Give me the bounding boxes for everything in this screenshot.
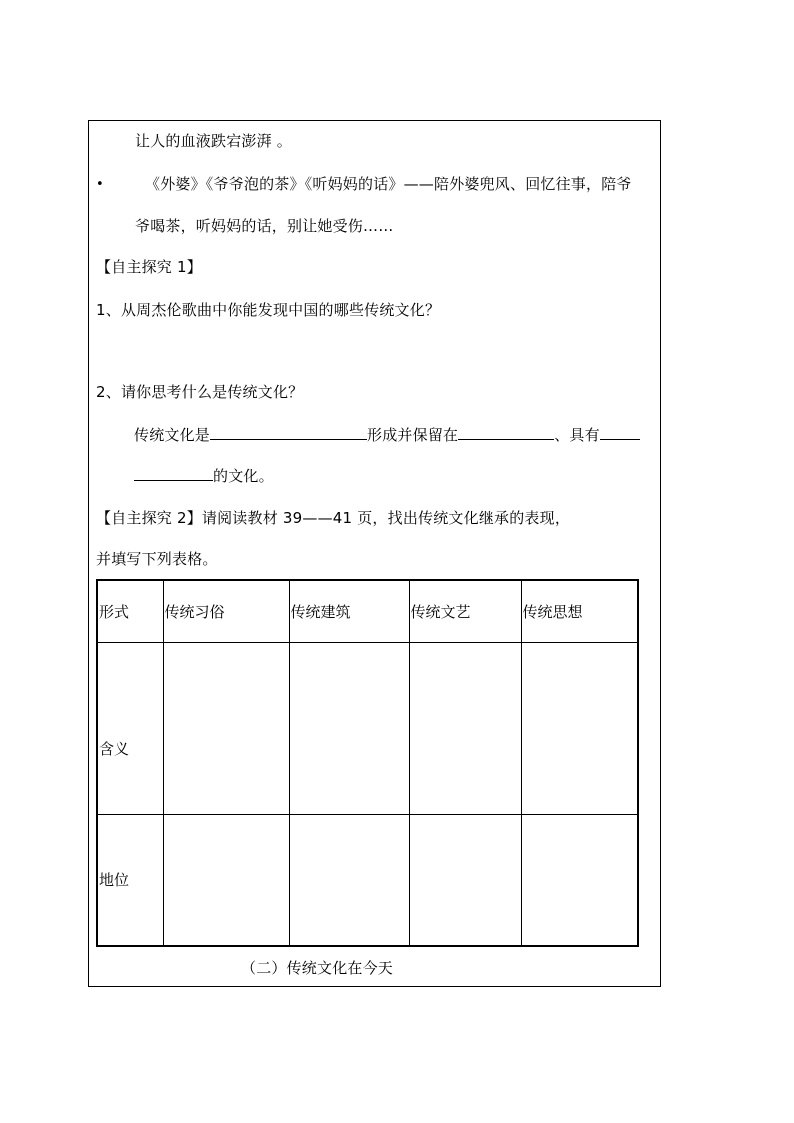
text-line-3: 爷喝茶，听妈妈的话，别让她受伤…… <box>135 217 394 235</box>
fill-in-line-1 <box>134 425 640 445</box>
table-cell-input[interactable] <box>289 642 409 814</box>
fill-text-c: 、具有 <box>554 426 600 444</box>
inheritance-table <box>96 579 639 947</box>
text-line-2: 《外婆》《爷爷泡的茶》《听妈妈的话》——陪外婆兜风、回忆往事，陪爷 <box>145 175 632 193</box>
section-heading-2: 【自主探究 2】请阅读教材 39——41 页，找出传统文化继承的表现， <box>96 509 571 527</box>
question-1: 1、从周杰伦歌曲中你能发现中国的哪些传统文化？ <box>96 301 441 319</box>
table-header-cell: 传统建筑 <box>289 580 409 642</box>
table-header-cell: 传统思想 <box>521 580 638 642</box>
blank-field-3[interactable] <box>600 425 640 440</box>
row-label-status: 地位 <box>97 814 163 946</box>
table-cell-input[interactable] <box>521 814 638 946</box>
table-header-cell: 传统习俗 <box>163 580 289 642</box>
subsection-title: （二）传统文化在今天 <box>241 959 394 977</box>
question-2: 2、请你思考什么是传统文化？ <box>96 383 304 401</box>
table-header-cell: 形式 <box>97 580 163 642</box>
blank-field-2[interactable] <box>458 425 554 440</box>
table-row <box>97 642 638 814</box>
table-header-row <box>97 580 638 642</box>
table-row <box>97 814 638 946</box>
fill-in-line-2 <box>134 466 274 486</box>
table-cell-input[interactable] <box>409 814 521 946</box>
table-cell-input[interactable] <box>163 642 289 814</box>
fill-text-d: 的文化。 <box>213 467 274 485</box>
text-line-1: 让人的血液跌宕澎湃 。 <box>135 132 292 150</box>
table-cell-input[interactable] <box>163 814 289 946</box>
row-label-meaning: 含义 <box>97 642 163 814</box>
blank-field-1[interactable] <box>210 425 367 440</box>
bullet-marker: • <box>96 177 104 192</box>
fill-text-a: 传统文化是 <box>134 426 211 444</box>
table-cell-input[interactable] <box>409 642 521 814</box>
section-2-instruction: 并填写下列表格。 <box>96 550 218 568</box>
fill-text-b: 形成并保留在 <box>367 426 459 444</box>
table-cell-input[interactable] <box>521 642 638 814</box>
blank-field-4[interactable] <box>134 466 213 481</box>
section-heading-1: 【自主探究 1】 <box>96 258 202 276</box>
table-cell-input[interactable] <box>289 814 409 946</box>
table-header-cell: 传统文艺 <box>409 580 521 642</box>
